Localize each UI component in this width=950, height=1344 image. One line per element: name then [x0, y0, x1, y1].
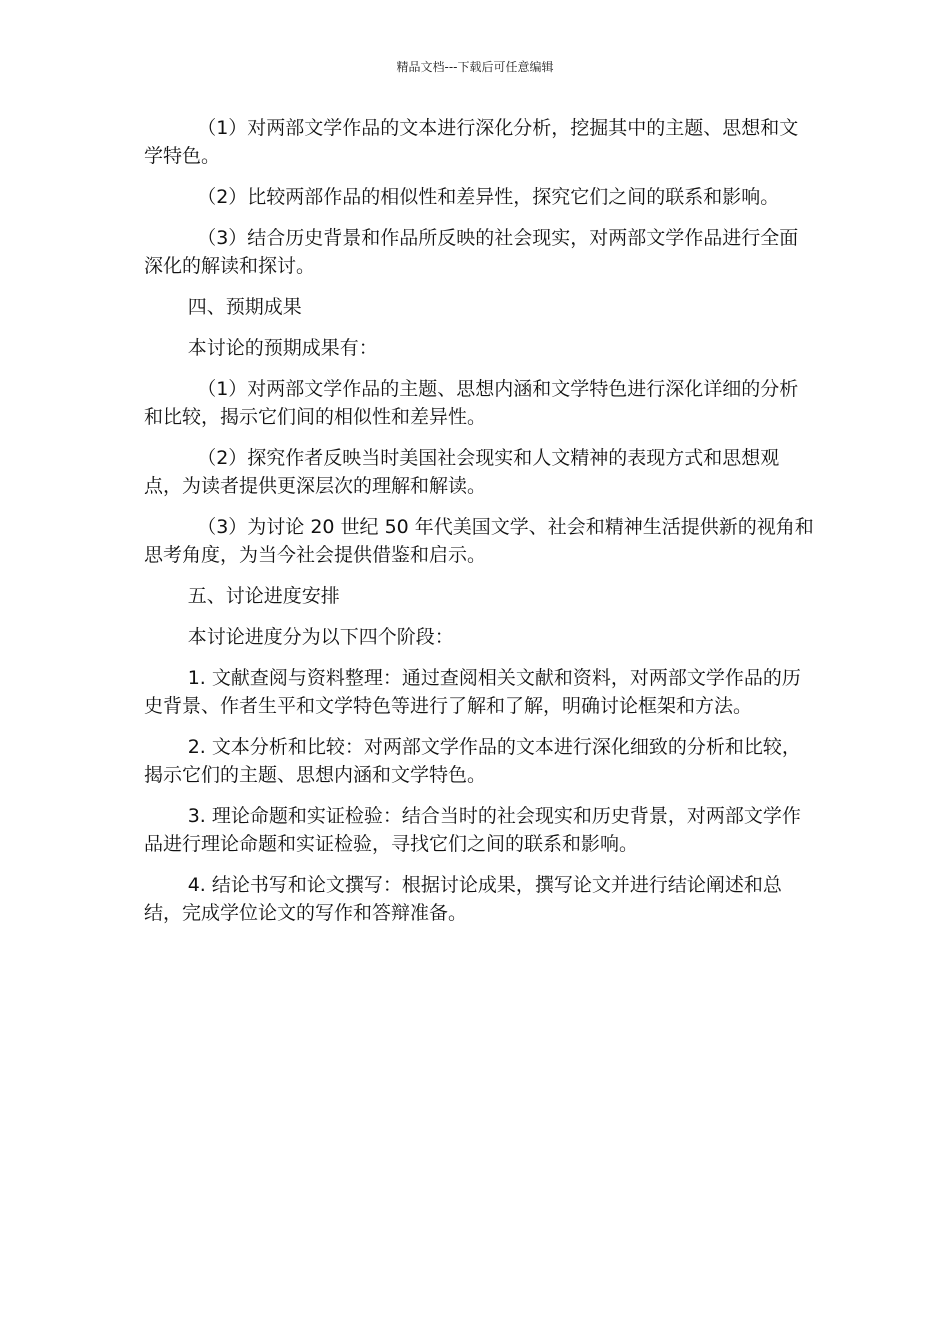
section-heading-schedule: 五、讨论进度安排: [187, 585, 340, 607]
paragraph-objective-1: （1）对两部文学作品的文本进行深化分析，挖掘其中的主题、思想和文学特色。: [144, 117, 799, 167]
document-body: [144, 114, 814, 940]
paragraph-expected-intro: 本讨论的预期成果有：: [187, 337, 378, 359]
paragraph-expected-2: （2）探究作者反映当时美国社会现实和人文精神的表现方式和思想观点，为读者提供更深层次的理解和解读。: [144, 447, 780, 497]
paragraph-expected-1: （1）对两部文学作品的主题、思想内涵和文学特色进行深化详细的分析和比较，揭示它们间的相似性和差异性。: [144, 378, 799, 428]
page-header: 精品文档---下载后可任意编辑: [396, 60, 554, 74]
paragraph-objective-2: （2）比较两部作品的相似性和差异性，探究它们之间的联系和影响。: [197, 186, 780, 208]
paragraph-objective-3: （3）结合历史背景和作品所反映的社会现实，对两部文学作品进行全面深化的解读和探讨。: [144, 227, 799, 277]
paragraph-stage-3: 3. 理论命题和实证检验：结合当时的社会现实和历史背景，对两部文学作品进行理论命题和实证检验，寻找它们之间的联系和影响。: [144, 805, 801, 855]
paragraph-schedule-intro: 本讨论进度分为以下四个阶段：: [187, 626, 454, 648]
paragraph-stage-1: 1. 文献查阅与资料整理：通过查阅相关文献和资料，对两部文学作品的历史背景、作者生平和文学特色等进行了解和了解，明确讨论框架和方法。: [144, 667, 801, 717]
paragraph-expected-3: （3）为讨论 20 世纪 50 年代美国文学、社会和精神生活提供新的视角和思考角度，为当今社会提供借鉴和启示。: [144, 516, 814, 566]
section-heading-expected-results: 四、预期成果: [187, 296, 302, 318]
paragraph-stage-4: 4. 结论书写和论文撰写：根据讨论成果，撰写论文并进行结论阐述和总结，完成学位论文的写作和答辩准备。: [144, 874, 782, 924]
paragraph-stage-2: 2. 文本分析和比较：对两部文学作品的文本进行深化细致的分析和比较，揭示它们的主题、思想内涵和文学特色。: [144, 736, 801, 786]
